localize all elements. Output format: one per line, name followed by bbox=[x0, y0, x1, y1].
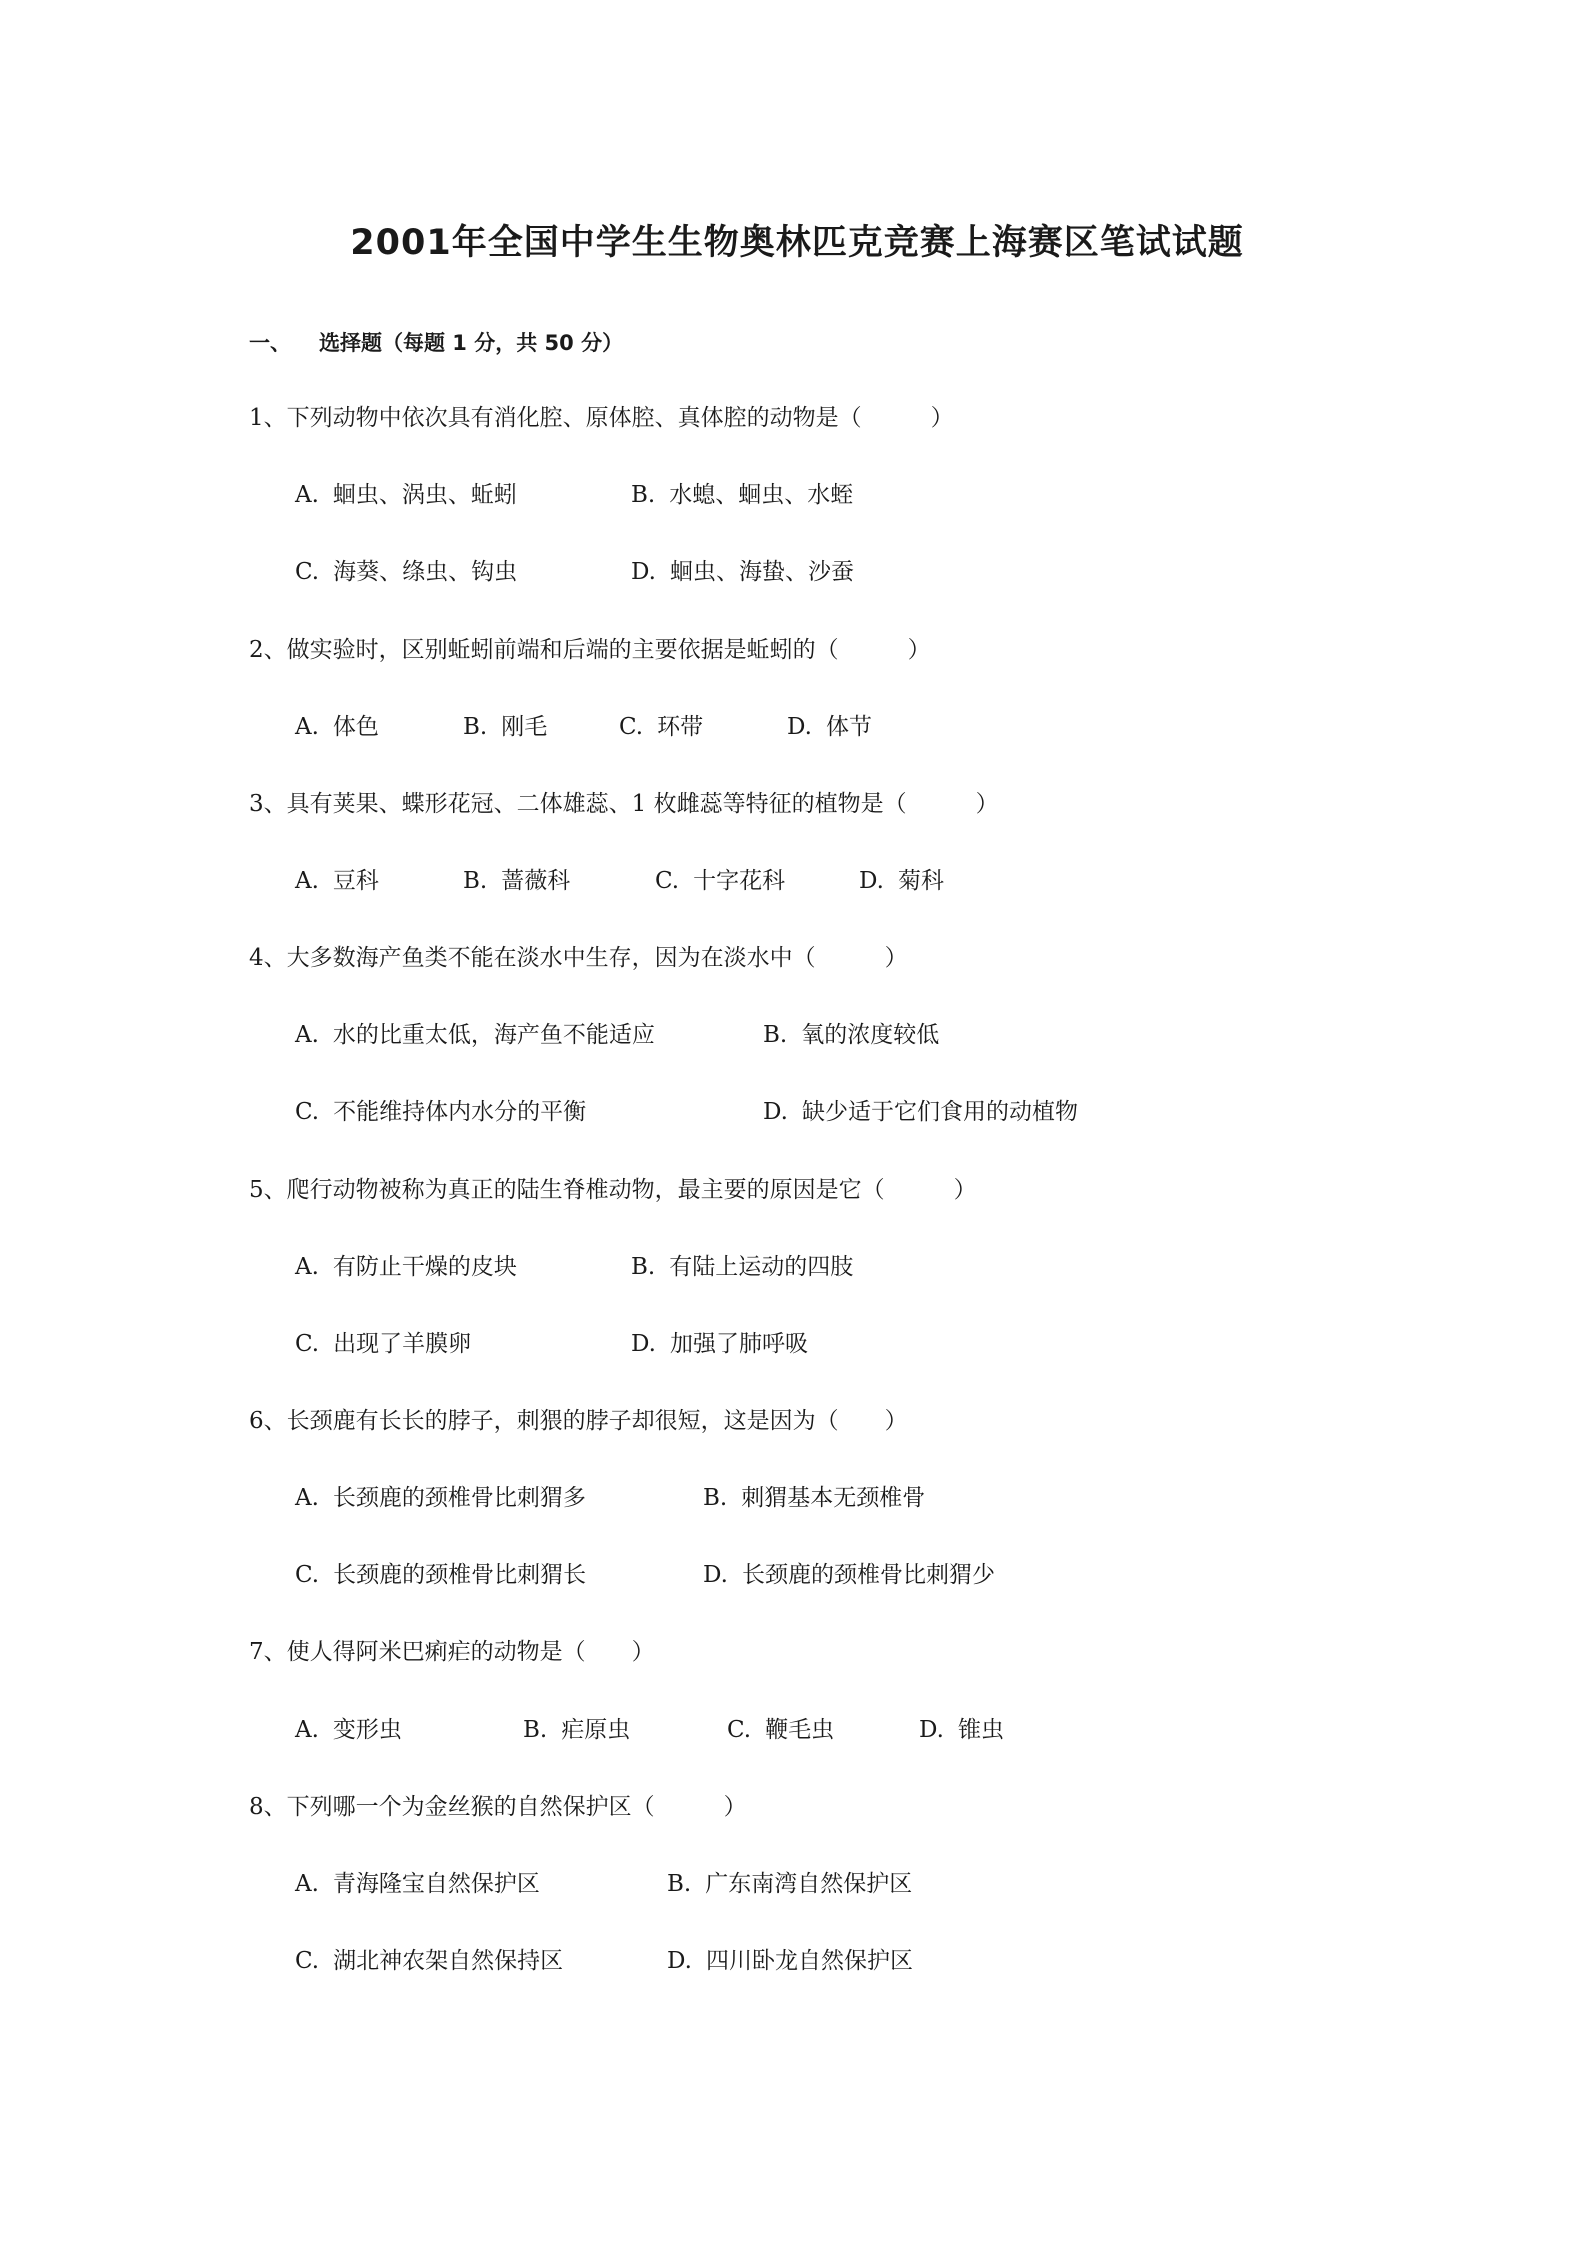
question-3-option-d: D. 菊科 bbox=[859, 868, 944, 894]
question-7-option-a: A. 变形虫 bbox=[295, 1717, 402, 1743]
question-1-stem: 1、下列动物中依次具有消化腔、原体腔、真体腔的动物是（ ） bbox=[249, 405, 954, 431]
question-8-option-d: D. 四川卧龙自然保护区 bbox=[667, 1948, 913, 1974]
question-6-option-a: A. 长颈鹿的颈椎骨比刺猬多 bbox=[295, 1485, 586, 1511]
question-3-option-b: B. 蔷薇科 bbox=[463, 868, 571, 894]
question-4-option-c: C. 不能维持体内水分的平衡 bbox=[295, 1099, 587, 1125]
section-number: 一、 bbox=[249, 331, 291, 355]
question-8-option-a: A. 青海隆宝自然保护区 bbox=[295, 1871, 540, 1897]
question-3-option-c: C. 十字花科 bbox=[655, 868, 786, 894]
question-1-option-b: B. 水螅、蛔虫、水蛭 bbox=[631, 482, 854, 508]
question-4-option-a: A. 水的比重太低，海产鱼不能适应 bbox=[295, 1022, 655, 1048]
question-2-stem: 2、做实验时，区别蚯蚓前端和后端的主要依据是蚯蚓的（ ） bbox=[249, 637, 931, 663]
question-8-option-b: B. 广东南湾自然保护区 bbox=[667, 1871, 913, 1897]
question-4-option-b: B. 氧的浓度较低 bbox=[763, 1022, 940, 1048]
question-2-option-d: D. 体节 bbox=[787, 714, 872, 740]
question-5-option-b: B. 有陆上运动的四肢 bbox=[631, 1254, 854, 1280]
question-8-option-c: C. 湖北神农架自然保持区 bbox=[295, 1948, 564, 1974]
question-2-option-c: C. 环带 bbox=[619, 714, 704, 740]
question-3-option-a: A. 豆科 bbox=[295, 868, 379, 894]
question-1-option-d: D. 蛔虫、海蛰、沙蚕 bbox=[631, 559, 854, 585]
question-5-option-a: A. 有防止干燥的皮块 bbox=[295, 1254, 517, 1280]
question-6-option-b: B. 刺猬基本无颈椎骨 bbox=[703, 1485, 926, 1511]
question-7-option-d: D. 锥虫 bbox=[919, 1717, 1004, 1743]
question-2-option-b: B. 刚毛 bbox=[463, 714, 548, 740]
question-3-stem: 3、具有荚果、蝶形花冠、二体雄蕊、1 枚雌蕊等特征的植物是（ ） bbox=[249, 791, 999, 817]
question-5-option-d: D. 加强了肺呼吸 bbox=[631, 1331, 808, 1357]
question-1-option-c: C. 海葵、绦虫、钩虫 bbox=[295, 559, 518, 585]
question-7-option-b: B. 疟原虫 bbox=[523, 1717, 631, 1743]
question-6-stem: 6、长颈鹿有长长的脖子，刺猥的脖子却很短，这是因为（ ） bbox=[249, 1408, 908, 1434]
question-4-option-d: D. 缺少适于它们食用的动植物 bbox=[763, 1099, 1078, 1125]
question-6-option-c: C. 长颈鹿的颈椎骨比刺猬长 bbox=[295, 1562, 587, 1588]
question-7-option-c: C. 鞭毛虫 bbox=[727, 1717, 835, 1743]
question-2-option-a: A. 体色 bbox=[295, 714, 379, 740]
question-1-option-a: A. 蛔虫、涡虫、蚯蚓 bbox=[295, 482, 517, 508]
question-5-stem: 5、爬行动物被称为真正的陆生脊椎动物，最主要的原因是它（ ） bbox=[249, 1177, 977, 1203]
question-8-stem: 8、下列哪一个为金丝猴的自然保护区（ ） bbox=[249, 1794, 747, 1820]
question-4-stem: 4、大多数海产鱼类不能在淡水中生存，因为在淡水中（ ） bbox=[249, 945, 908, 971]
section-label: 选择题（每题 1 分，共 50 分） bbox=[319, 331, 624, 355]
question-5-option-c: C. 出现了羊膜卵 bbox=[295, 1331, 472, 1357]
question-6-option-d: D. 长颈鹿的颈椎骨比刺猬少 bbox=[703, 1562, 995, 1588]
question-7-stem: 7、使人得阿米巴痢疟的动物是（ ） bbox=[249, 1639, 655, 1665]
page-title: 2001年全国中学生生物奥林匹克竞赛上海赛区笔试试题 bbox=[350, 223, 1244, 263]
section-heading bbox=[249, 327, 623, 357]
